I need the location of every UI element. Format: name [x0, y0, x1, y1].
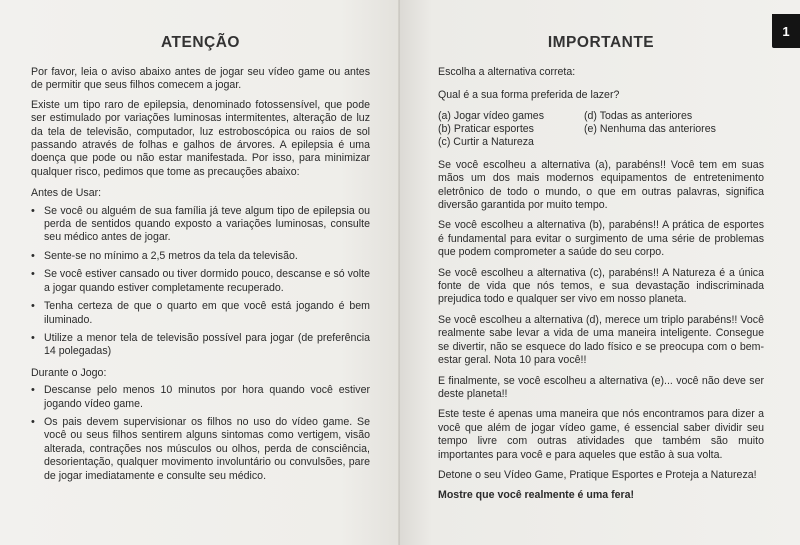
- warning-intro: Por favor, leia o aviso abaixo antes de jogar seu vídeo game ou antes de permitir que seus filhos comecem a jogar.: [31, 66, 370, 92]
- list-item: • Sente-se no mínimo a 2,5 metros da tela da televisão.: [31, 250, 370, 263]
- important-title: IMPORTANTE: [547, 34, 655, 51]
- answer-c-text: Se você escolheu a alternativa (c), parabéns!! A Natureza é a única fonte de vida que nós temos, e sua devastação indiscriminada prejudica todo e qualquer ser vivo em nosso planeta.: [438, 266, 764, 306]
- right-page: [400, 0, 800, 545]
- list-item: • Se você ou alguém de sua família já teve algum tipo de epilepsia ou perda de sentidos quando exposto a variações luminosas, consulte seu médico antes de jogar.: [31, 205, 370, 245]
- answer-d-text: Se você escolheu a alternativa (d), merece um triplo parabéns!! Você realmente sabe levar a vida de uma maneira inteligente. Consegue se divertir, não se esquece do lado físico e se preocupa com o bem-estar geral. Nota 10 para você!!: [438, 313, 764, 367]
- option-e: (e) Nenhuma das anteriores: [584, 122, 716, 135]
- list-item: • Utilize a menor tela de televisão possível para jogar (de preferência 14 polegadas): [31, 332, 370, 359]
- final-text: Mostre que você realmente é uma fera!: [438, 489, 635, 502]
- quiz-instruction: Escolha a alternativa correta:: [438, 66, 576, 78]
- during-game-list: [31, 384, 370, 483]
- option-c: (c) Curtir a Natureza: [438, 135, 534, 148]
- before-use-label: Antes de Usar:: [31, 187, 102, 200]
- epilepsy-description: Existe um tipo raro de epilepsia, denominado fotossensível, que pode ser estimulado por variações luminosas intermitentes, alteração de luz da tela de televisão, computador, luz estroboscópica ou raios de sol passando através de folhas e galhos de árvores. A epilepsia é uma doença que pode ou não estar manifestada. Por isso, para minimizar qualquer risco, pedimos que tome as precauções abaixo:: [31, 98, 370, 178]
- option-a: (a) Jogar vídeo games: [438, 109, 544, 122]
- option-d: (d) Todas as anteriores: [584, 109, 693, 122]
- option-b: (b) Praticar esportes: [438, 122, 534, 135]
- answer-a-text: Se você escolheu a alternativa (a), parabéns!! Você tem em suas mãos um dos mais modernos equipamentos de entretenimento eletrônico de todo o mundo, o que em outras palavras, significa diversão garantida por muito tempo.: [438, 158, 764, 212]
- closing-text: Este teste é apenas uma maneira que nós encontramos para dizer a você que além de jogar vídeo game, é essencial saber dividir seu tempo livre com outras atividades que também são muito importantes para você e para aqueles que estão à sua volta.: [438, 408, 764, 461]
- warning-title: ATENÇÃO: [161, 34, 240, 51]
- list-item: • Se você estiver cansado ou tiver dormido pouco, descanse e só volte a jogar quando estiver completamente recuperado.: [31, 268, 370, 295]
- slogan-text: Detone o seu Vídeo Game, Pratique Esportes e Proteja a Natureza!: [438, 468, 757, 481]
- page-number-tab: 1: [772, 14, 800, 48]
- quiz-question: Qual é a sua forma preferida de lazer?: [438, 89, 620, 102]
- list-item: • Tenha certeza de que o quarto em que você está jogando é bem iluminado.: [31, 300, 370, 327]
- list-item: • Os pais devem supervisionar os filhos no uso do vídeo game. Se você ou seus filhos sentirem alguns sintomas como vertigem, visão alterada, contrações nos músculos ou olhos, perda de consciência, desorientação, qualquer movimento involuntário ou convulsões, pare de jogar imediatamente e consulte seu médico.: [31, 416, 370, 483]
- answer-e-text: E finalmente, se você escolheu a alternativa (e)... você não deve ser deste planeta!!: [438, 374, 764, 400]
- during-game-label: Durante o Jogo:: [31, 366, 107, 379]
- before-use-list: [31, 205, 370, 359]
- answer-b-text: Se você escolheu a alternativa (b), parabéns!! A prática de esportes é fundamental para evitar o surgimento de uma série de problemas que podem comprometer a saúde do seu corpo.: [438, 219, 764, 259]
- list-item: • Descanse pelo menos 10 minutos por hora quando você estiver jogando vídeo game.: [31, 384, 370, 411]
- option-empty: [584, 136, 734, 149]
- quiz-options: [438, 110, 764, 149]
